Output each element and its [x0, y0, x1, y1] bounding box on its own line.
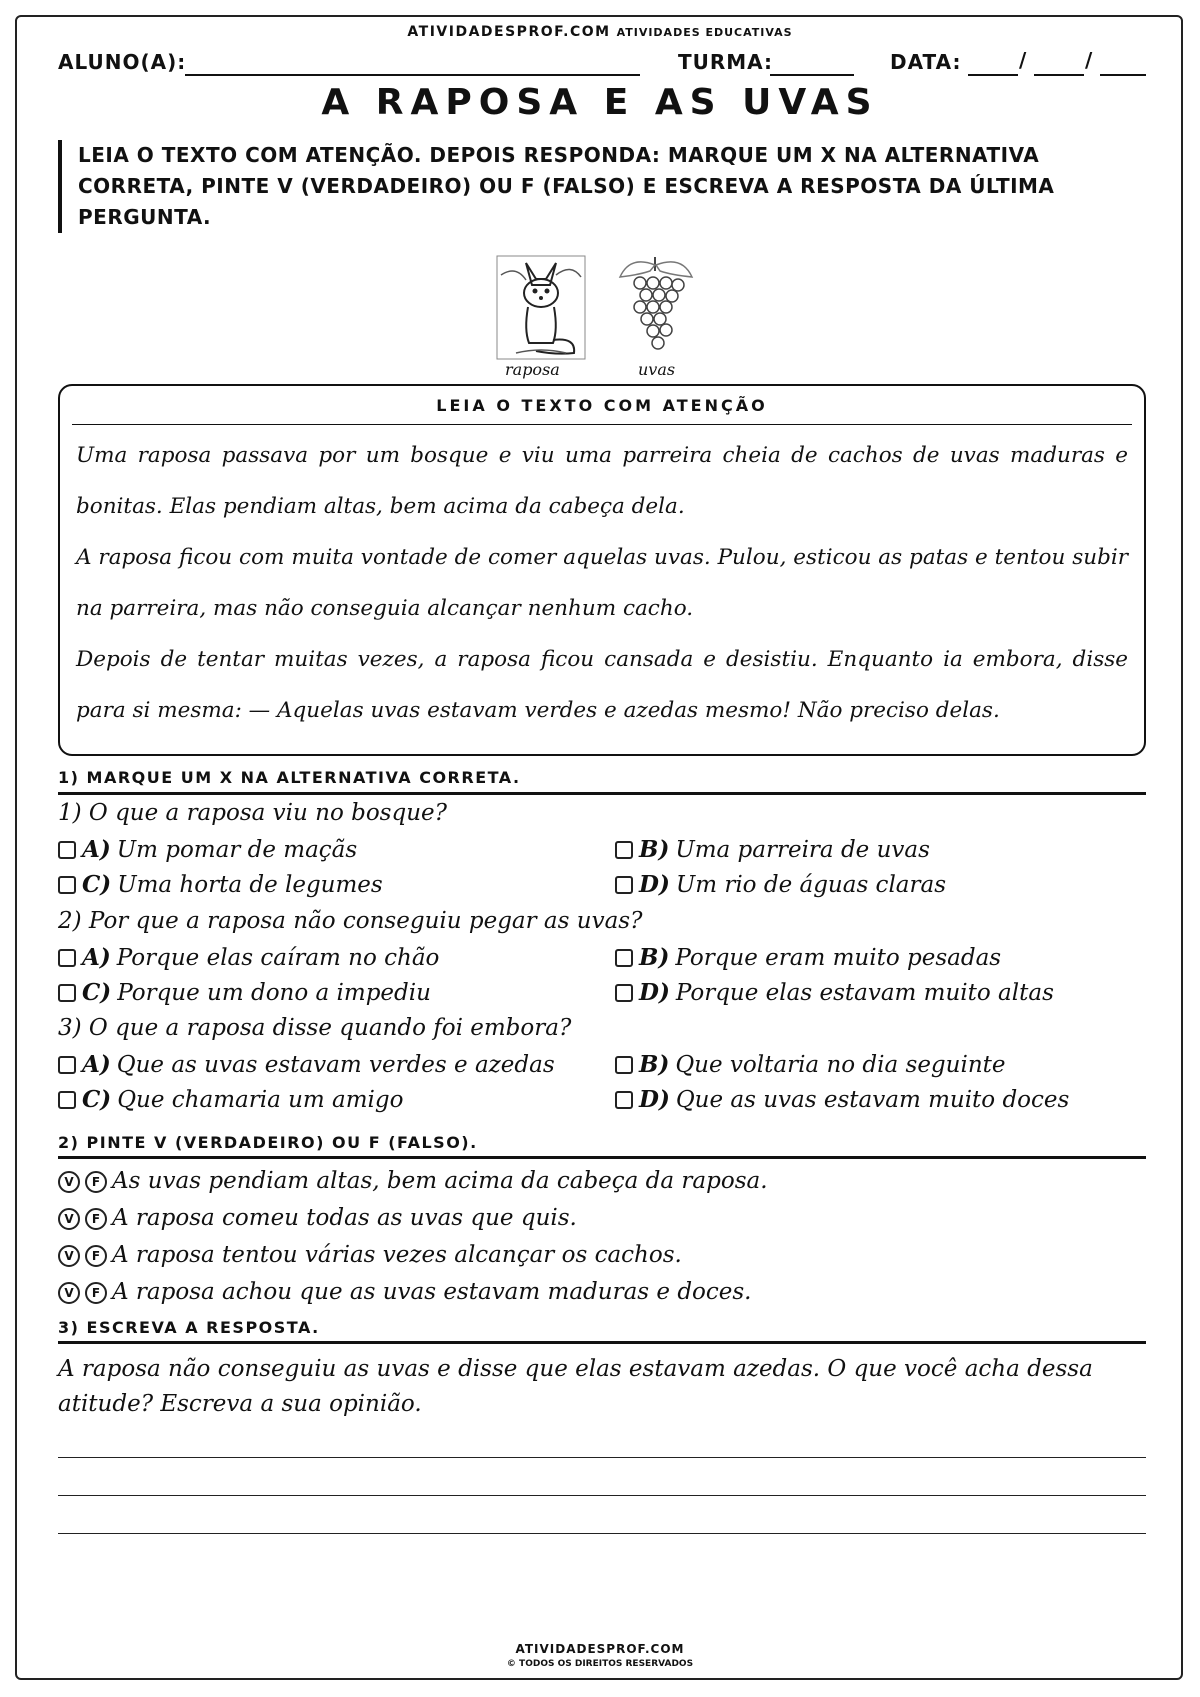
fox-label: raposa — [505, 360, 560, 379]
section1-heading: 1) MARQUE UM X NA ALTERNATIVA CORRETA. — [58, 768, 521, 787]
section3-prompt: A raposa não conseguiu as uvas e disse que elas estavam azedas. O que você acha dessa atitude? Escreva a sua opinião. — [58, 1356, 1093, 1417]
class-field[interactable] — [770, 52, 854, 76]
option-text: Porque elas estavam muito altas — [675, 980, 1054, 1006]
section2-heading: 2) PINTE V (VERDADEIRO) OU F (FALSO). — [58, 1133, 478, 1152]
footer-site: ATIVIDADESPROF.COM — [515, 1642, 685, 1656]
option-2c[interactable] — [58, 979, 431, 1006]
option-2d[interactable] — [615, 979, 1054, 1006]
true-false-item — [58, 1205, 577, 1231]
date-month-field[interactable] — [1034, 52, 1084, 76]
checkbox[interactable] — [58, 876, 76, 894]
true-circle[interactable]: V — [58, 1208, 80, 1230]
class-label: TURMA: — [678, 50, 774, 74]
date-separator: / — [1085, 48, 1094, 72]
option-3c[interactable] — [58, 1086, 403, 1113]
site-name: ATIVIDADESPROF.COM — [407, 24, 611, 40]
option-letter: A) — [82, 1051, 111, 1078]
checkbox[interactable] — [615, 1056, 633, 1074]
option-text: Porque elas caíram no chão — [116, 945, 440, 971]
footer-rights: © TODOS OS DIREITOS RESERVADOS — [506, 1659, 694, 1669]
option-1d[interactable] — [615, 871, 946, 898]
option-text: Uma horta de legumes — [117, 872, 383, 898]
section2-divider — [58, 1156, 1146, 1159]
student-label: ALUNO(A): — [58, 50, 187, 74]
option-letter: D) — [639, 1086, 670, 1113]
date-day-field[interactable] — [968, 52, 1018, 76]
option-letter: B) — [639, 836, 670, 863]
checkbox[interactable] — [615, 984, 633, 1002]
option-text: Porque eram muito pesadas — [675, 945, 1002, 971]
student-name-field[interactable] — [185, 52, 640, 76]
grapes-illustration — [610, 255, 700, 360]
answer-line[interactable] — [58, 1457, 1146, 1458]
option-3d[interactable] — [615, 1086, 1069, 1113]
date-label: DATA: — [890, 50, 962, 74]
checkbox[interactable] — [58, 949, 76, 967]
option-letter: A) — [82, 836, 111, 863]
option-letter: C) — [82, 871, 112, 898]
false-circle[interactable]: F — [85, 1208, 107, 1230]
reading-box — [58, 384, 1146, 756]
reading-paragraph: Depois de tentar muitas vezes, a raposa ficou cansada e desistiu. Enquanto ia embora, disse para si mesma: — Aquelas uvas estavam verdes e azedas mesmo! Não preciso delas. — [76, 647, 1128, 723]
reading-paragraph: A raposa ficou com muita vontade de comer aquelas uvas. Pulou, esticou as patas e tentou subir na parreira, mas não conseguia alcançar nenhum cacho. — [76, 545, 1128, 621]
option-3a[interactable] — [58, 1051, 555, 1078]
option-letter: C) — [82, 1086, 112, 1113]
option-text: Que chamaria um amigo — [117, 1087, 404, 1113]
option-text: Uma parreira de uvas — [675, 837, 930, 863]
grapes-label: uvas — [638, 360, 676, 379]
option-letter: B) — [639, 944, 670, 971]
checkbox[interactable] — [615, 841, 633, 859]
option-letter: B) — [639, 1051, 670, 1078]
true-circle[interactable]: V — [58, 1171, 80, 1193]
section3-heading: 3) ESCREVA A RESPOSTA. — [58, 1318, 320, 1337]
option-text: Um pomar de maçãs — [116, 837, 358, 863]
true-false-item — [58, 1168, 768, 1194]
fox-illustration — [496, 255, 586, 360]
option-2a[interactable] — [58, 944, 439, 971]
true-circle[interactable]: V — [58, 1245, 80, 1267]
option-1a[interactable] — [58, 836, 357, 863]
reading-text — [76, 430, 1128, 736]
option-text: Que as uvas estavam muito doces — [675, 1087, 1070, 1113]
option-text: Que voltaria no dia seguinte — [675, 1052, 1006, 1078]
checkbox[interactable] — [615, 1091, 633, 1109]
reading-title: LEIA O TEXTO COM ATENÇÃO — [436, 396, 768, 415]
site-header — [0, 24, 1200, 40]
site-subtitle: ATIVIDADES EDUCATIVAS — [616, 26, 793, 39]
checkbox[interactable] — [58, 841, 76, 859]
option-text: Porque um dono a impediu — [117, 980, 431, 1006]
answer-line[interactable] — [58, 1533, 1146, 1534]
option-1b[interactable] — [615, 836, 930, 863]
question-1: 1) O que a raposa viu no bosque? — [58, 800, 447, 826]
date-separator: / — [1019, 48, 1028, 72]
option-letter: A) — [82, 944, 111, 971]
statement-text: A raposa tentou várias vezes alcançar os cachos. — [112, 1242, 682, 1268]
checkbox[interactable] — [58, 984, 76, 1002]
false-circle[interactable]: F — [85, 1282, 107, 1304]
reading-paragraph: Uma raposa passava por um bosque e viu uma parreira cheia de cachos de uvas maduras e bonitas. Elas pendiam altas, bem acima da cabeça dela. — [76, 443, 1128, 519]
option-letter: D) — [639, 979, 670, 1006]
checkbox[interactable] — [615, 876, 633, 894]
instructions: LEIA O TEXTO COM ATENÇÃO. DEPOIS RESPONDA: MARQUE UM X NA ALTERNATIVA CORRETA, PINTE V (VERDADEIRO) OU F (FALSO) E ESCREVA A RESPOSTA DA ÚLTIMA PERGUNTA. — [58, 140, 1158, 233]
checkbox[interactable] — [615, 949, 633, 967]
statement-text: As uvas pendiam altas, bem acima da cabeça da raposa. — [112, 1168, 768, 1194]
question-3: 3) O que a raposa disse quando foi embora? — [58, 1015, 572, 1041]
option-2b[interactable] — [615, 944, 1001, 971]
statement-text: A raposa comeu todas as uvas que quis. — [112, 1205, 577, 1231]
statement-text: A raposa achou que as uvas estavam maduras e doces. — [112, 1279, 752, 1305]
false-circle[interactable]: F — [85, 1245, 107, 1267]
page-title: A RAPOSA E AS UVAS — [321, 82, 879, 123]
option-letter: D) — [639, 871, 670, 898]
section1-divider — [58, 792, 1146, 795]
reading-divider — [72, 424, 1132, 425]
option-1c[interactable] — [58, 871, 383, 898]
section3-divider — [58, 1341, 1146, 1344]
answer-line[interactable] — [58, 1495, 1146, 1496]
checkbox[interactable] — [58, 1056, 76, 1074]
true-false-item — [58, 1242, 682, 1268]
option-text: Que as uvas estavam verdes e azedas — [116, 1052, 555, 1078]
true-false-item — [58, 1279, 752, 1305]
question-2: 2) Por que a raposa não conseguiu pegar as uvas? — [58, 908, 643, 934]
date-year-field[interactable] — [1100, 52, 1146, 76]
false-circle[interactable]: F — [85, 1171, 107, 1193]
option-letter: C) — [82, 979, 112, 1006]
checkbox[interactable] — [58, 1091, 76, 1109]
option-text: Um rio de águas claras — [675, 872, 947, 898]
option-3b[interactable] — [615, 1051, 1006, 1078]
true-circle[interactable]: V — [58, 1282, 80, 1304]
